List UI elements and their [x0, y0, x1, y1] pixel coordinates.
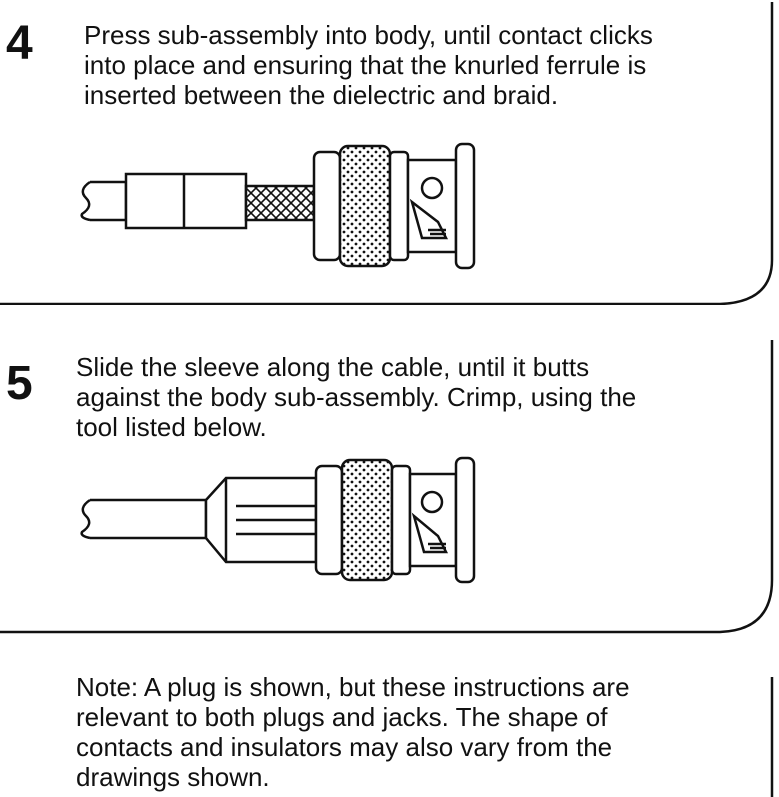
- note-line: relevant to both plugs and jacks. The shape of: [76, 702, 608, 732]
- instruction-line: Press sub-assembly into body, until contact clicks: [84, 20, 653, 50]
- instruction-line: inserted between the dielectric and braid.: [84, 80, 559, 110]
- instruction-line: into place and ensuring that the knurled ferrule is: [84, 50, 647, 80]
- step-instruction: [84, 20, 754, 110]
- note-line: drawings shown.: [76, 762, 270, 792]
- note-line: Note: A plug is shown, but these instructions are: [76, 672, 630, 702]
- connector-sleeve-drawing: [66, 452, 486, 592]
- step-4: [0, 0, 779, 305]
- note-margin-line: [766, 677, 776, 797]
- step-number: 4: [6, 17, 33, 70]
- connector-braid-drawing: [66, 138, 486, 278]
- instruction-line: Slide the sleeve along the cable, until it butts: [76, 352, 590, 382]
- instruction-line: against the body sub-assembly. Crimp, using the: [76, 382, 637, 412]
- step-5: [0, 330, 779, 640]
- step-instruction: [76, 352, 746, 442]
- note: [76, 672, 756, 792]
- note-line: contacts and insulators may also vary from the: [76, 732, 613, 762]
- instruction-line: tool listed below.: [76, 412, 267, 442]
- step-number: 5: [6, 357, 33, 410]
